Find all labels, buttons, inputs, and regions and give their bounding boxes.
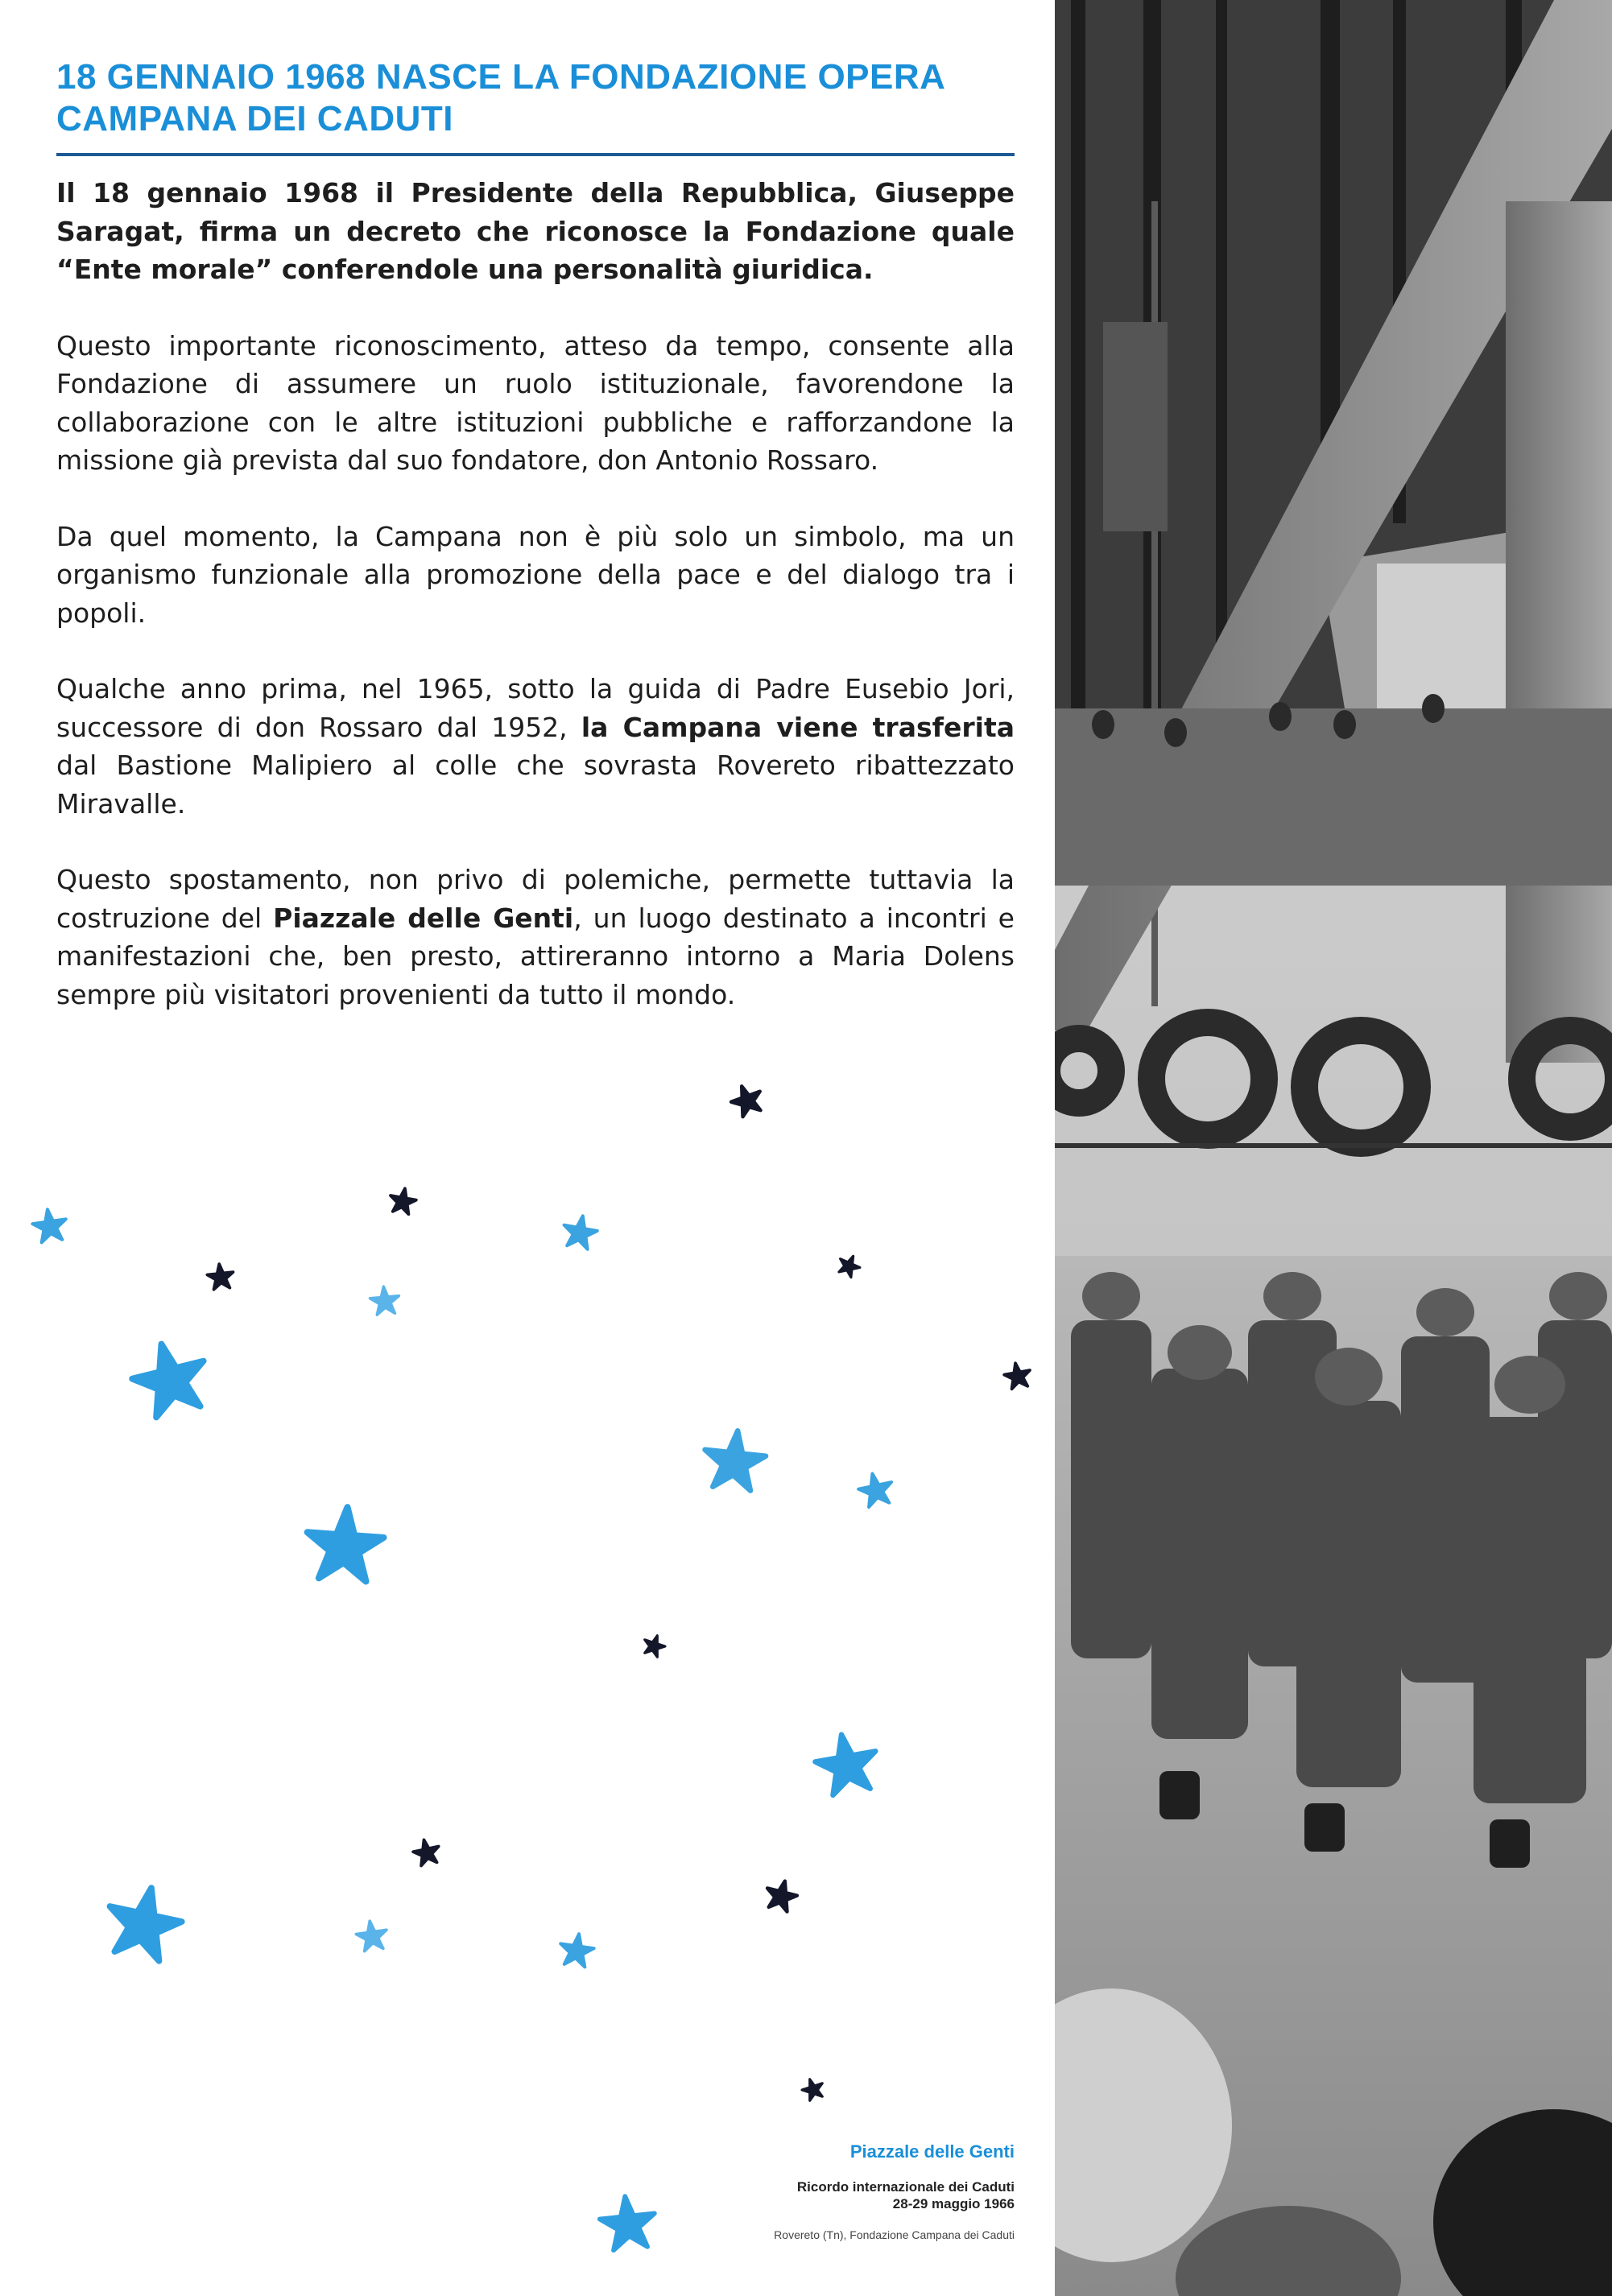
star-icon <box>560 1213 599 1250</box>
paragraph-4-bold: Piazzale delle Genti <box>273 902 574 934</box>
star-icon <box>31 1207 68 1243</box>
paragraph-4 <box>56 861 1015 1014</box>
caption-credit: Rovereto (Tn), Fondazione Campana dei Caduti <box>774 2228 1015 2241</box>
caption-title: Piazzale delle Genti <box>849 2141 1015 2162</box>
star-icon <box>101 1881 187 1964</box>
paragraph-3-bold: la Campana viene trasferita <box>581 711 1015 743</box>
paragraph-4-text-end: , un luogo destinato a incontri e manifestazioni che, ben presto, attireranno intorno a Maria Dolens sempre più visitatori provenienti da tutto il mondo. <box>56 902 1015 1010</box>
star-decoration <box>0 1047 1047 2296</box>
paragraph-2: Da quel momento, la Campana non è più solo un simbolo, ma un organismo funzionale alla promozione della pace e del dialogo tra i popoli. <box>56 520 1015 629</box>
star-icon <box>812 1729 882 1797</box>
photo-caption <box>564 2141 1015 2241</box>
article <box>56 56 1015 1051</box>
title-divider <box>56 153 1015 156</box>
star-icon <box>641 1633 668 1658</box>
historical-photo <box>1055 0 1612 2296</box>
paragraph-3 <box>56 670 1015 823</box>
paragraph-4-text: Questo spostamento, non privo di polemiche, permette tuttavia la costruzione del <box>56 864 1015 934</box>
star-icon <box>727 1081 766 1119</box>
lead-paragraph: Il 18 gennaio 1968 il Presidente della Repubblica, Giuseppe Saragat, firma un decreto che riconosce la Fondazione quale “Ente morale” conferendole una personalità giuridica. <box>56 177 1015 285</box>
star-icon <box>763 1877 800 1913</box>
star-icon <box>856 1470 895 1509</box>
caption-date: 28-29 maggio 1966 <box>892 2196 1015 2211</box>
paragraph-3-text-end: dal Bastione Malipiero al colle che sovrasta Rovereto ribattezzato Miravalle. <box>56 750 1015 820</box>
paragraph-1: Questo importante riconoscimento, atteso da tempo, consente alla Fondazione di assumere un ruolo istituzionale, favorendone la collaborazione con le altre istituzioni pubbliche e rafforzandone la missione già prevista dal suo fondatore, don Antonio Rossaro. <box>56 329 1015 476</box>
star-icon <box>206 1262 234 1290</box>
star-icon <box>388 1186 418 1215</box>
star-icon <box>354 1919 389 1952</box>
star-icon <box>126 1335 214 1420</box>
star-icon <box>800 2076 826 2102</box>
star-icon <box>1002 1361 1032 1390</box>
paragraph-3-text: Qualche anno prima, nel 1965, sotto la guida di Padre Eusebio Jori, successore di don Rossaro dal 1952, <box>56 673 1015 743</box>
star-icon <box>304 1505 386 1583</box>
star-icon <box>701 1427 768 1492</box>
caption-event: Ricordo internazionale dei Caduti <box>796 2179 1015 2195</box>
star-icon <box>411 1837 442 1867</box>
star-icon <box>835 1252 863 1279</box>
dark-stars <box>206 1081 1032 2102</box>
star-icon <box>369 1285 400 1315</box>
star-icon <box>558 1931 596 1968</box>
page-title: 18 GENNAIO 1968 NASCE LA FONDAZIONE OPERA CAMPANA DEI CADUTI <box>56 57 944 138</box>
light-stars <box>31 1207 895 2251</box>
